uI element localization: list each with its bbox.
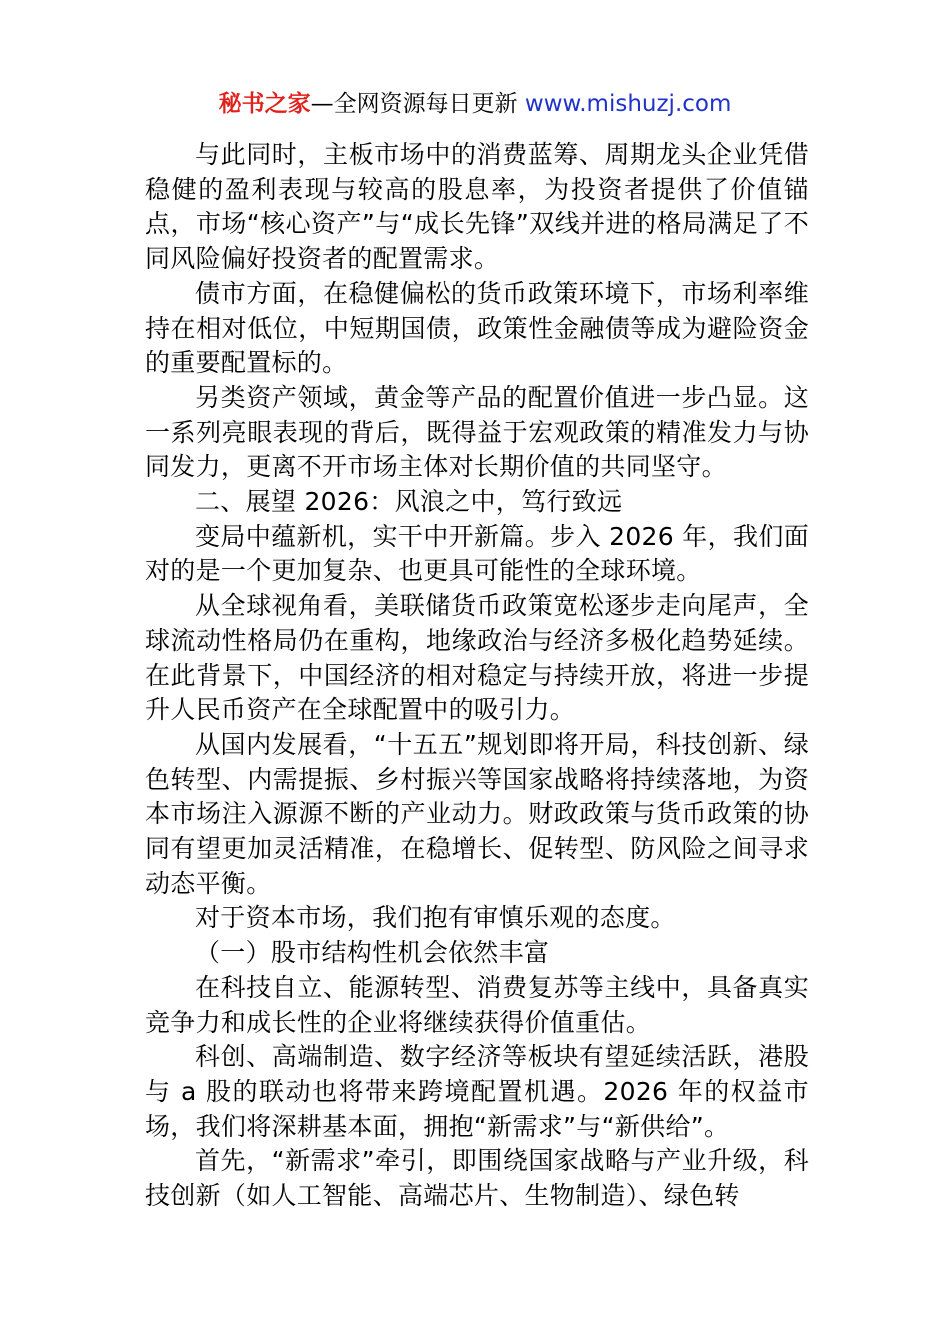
subsection-heading: （一）股市结构性机会依然丰富 xyxy=(195,938,550,968)
paragraph: 从全球视角看，美联储货币政策宽松逐步走向尾声，全球流动性格局仍在重构，地缘政治与经济多极化趋势延续。在此背景下，中国经济的相对稳定与持续开放，将进一步提升人民币资产在全球配置中的吸引力。 xyxy=(145,591,809,725)
site-brand: 秘书之家 xyxy=(218,91,311,117)
document-body xyxy=(145,138,809,1214)
site-url-link[interactable]: www.mishuzj.com xyxy=(524,91,732,117)
header-tagline: 全网资源每日更新 xyxy=(333,91,525,117)
paragraph: 科创、高端制造、数字经济等板块有望延续活跃，港股与 a 股的联动也将带来跨境配置机遇。2026 年的权益市场，我们将深耕基本面，拥抱“新需求”与“新供给”。 xyxy=(145,1042,809,1141)
page-header xyxy=(0,86,950,122)
paragraph: 债市方面，在稳健偏松的货币政策环境下，市场利率维持在相对低位，中短期国债，政策性金融债等成为避险资金的重要配置标的。 xyxy=(145,278,809,378)
paragraph: 另类资产领域，黄金等产品的配置价值进一步凸显。这一系列亮眼表现的背后，既得益于宏观政策的精准发力与协同发力，更离不开市场主体对长期价值的共同坚守。 xyxy=(145,382,809,482)
paragraph: 对于资本市场，我们抱有审慎乐观的态度。 xyxy=(195,903,676,933)
paragraph: 从国内发展看，“十五五”规划即将开局，科技创新、绿色转型、内需提振、乡村振兴等国家战略将持续落地，为资本市场注入源源不断的产业动力。财政政策与货币政策的协同有望更加灵活精准，在稳增长、促转型、防风险之间寻求动态平衡。 xyxy=(145,729,809,898)
section-heading: 二、展望 2026：风浪之中，笃行致远 xyxy=(195,487,623,517)
header-dash: — xyxy=(310,91,334,117)
paragraph: 首先，“新需求”牵引，即围绕国家战略与产业升级，科技创新（如人工智能、高端芯片、生物制造）、绿色转 xyxy=(145,1146,809,1211)
paragraph: 变局中蕴新机，实干中开新篇。步入 2026 年，我们面对的是一个更加复杂、也更具可能性的全球环境。 xyxy=(145,521,809,586)
paragraph: 在科技自立、能源转型、消费复苏等主线中，具备真实竞争力和成长性的企业将继续获得价值重估。 xyxy=(145,972,809,1037)
paragraph: 与此同时，主板市场中的消费蓝筹、周期龙头企业凭借稳健的盈利表现与较高的股息率，为投资者提供了价值锚点，市场“核心资产”与“成长先锋”双线并进的格局满足了不同风险偏好投资者的配置需求。 xyxy=(145,140,809,274)
